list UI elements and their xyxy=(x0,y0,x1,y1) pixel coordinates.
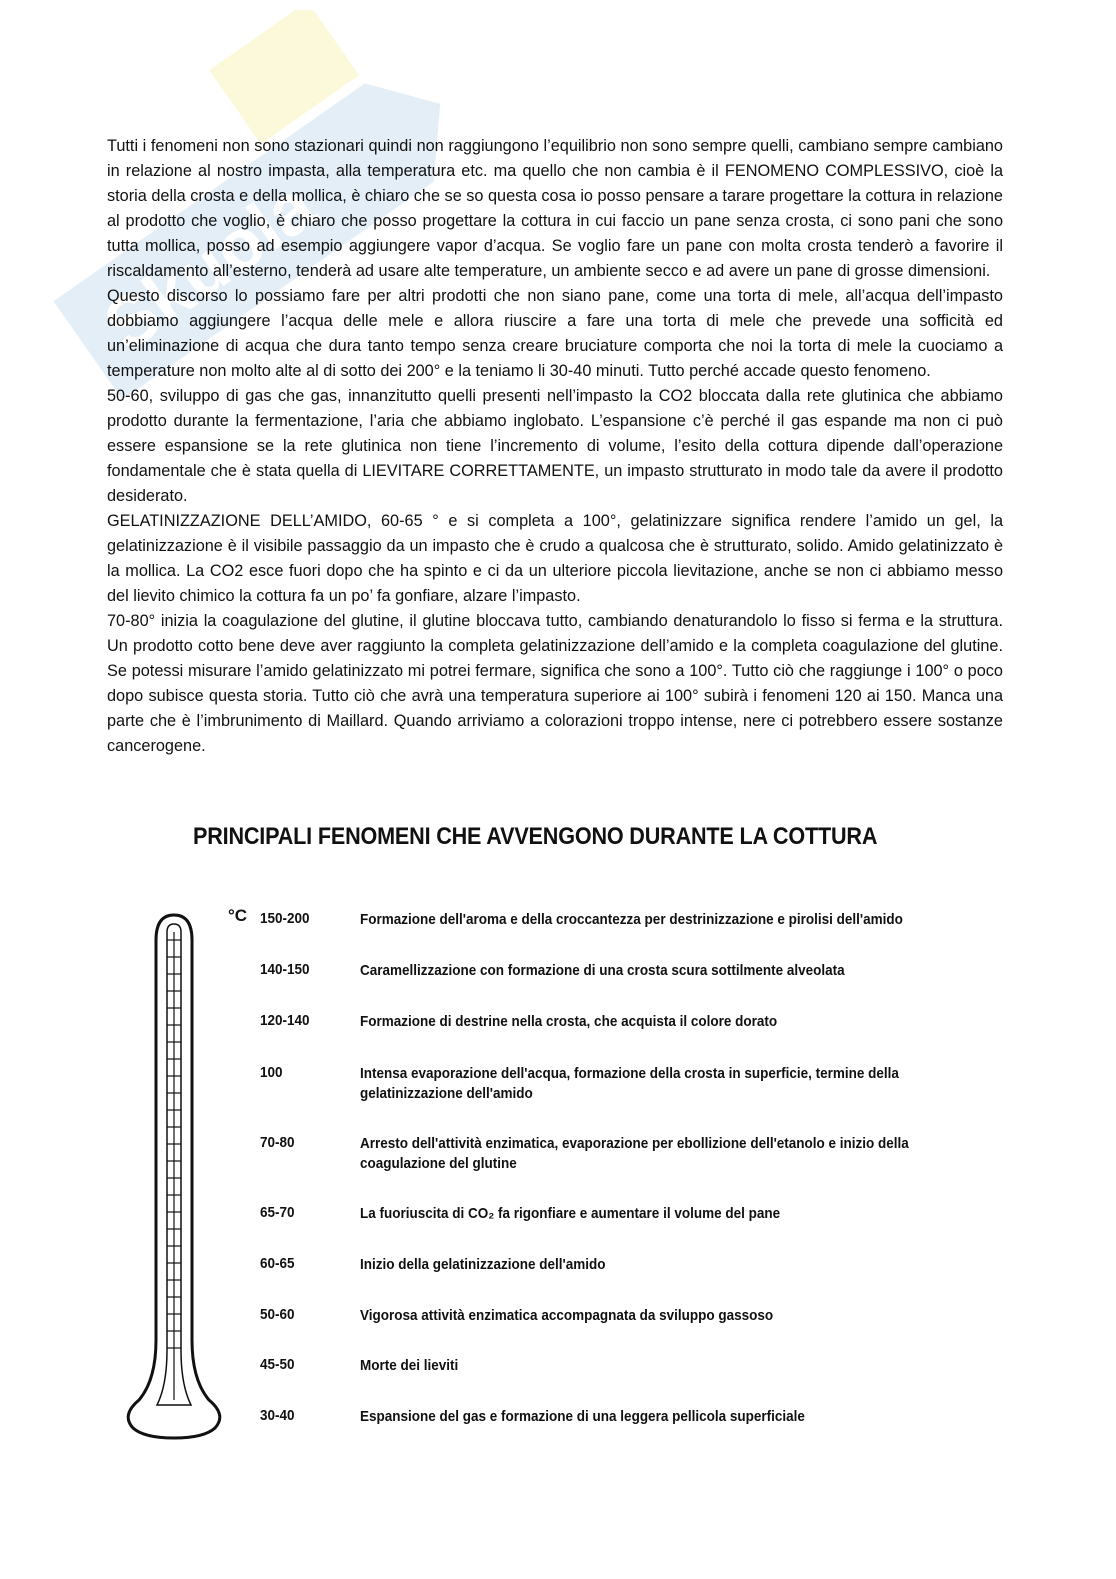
temperature-range: 120-140 xyxy=(260,1012,310,1029)
temperature-range: 45-50 xyxy=(260,1356,295,1373)
temperature-range: 60-65 xyxy=(260,1255,295,1272)
paragraph: Tutti i fenomeni non sono stazionari quindi non raggiungono l’equilibrio non sono sempre quelli, cambiano sempre cambiano in relazione al nostro impasta, alla temperatura etc. ma quello che non cambia è il FENOMENO COMPLESSIVO, cioè la storia della crosta e della mollica, è chiaro che se so questa cosa io posso pensare a tarare progettare la cottura in relazione al prodotto che voglio, è chiaro che posso progettare la cottura in cui faccio un pane senza crosta, ci sono pani che sono tutta mollica, posso ad esempio aggiungere vapor d’acqua. Se voglio fare un pane con molta crosta tenderò a favorire il riscaldamento all’esterno, tenderà ad usare alte temperature, un ambiente secco e ad avere un pane di grosse dimensioni. xyxy=(107,137,1003,280)
phenomenon-text: Morte dei lieviti xyxy=(360,1357,459,1374)
paragraph: GELATINIZZAZIONE DELL’AMIDO, 60-65 ° e si completa a 100°, gelatinizzare significa rendere l’amido un gel, la gelatinizzazione è il visibile passaggio da un impasto che è crudo a qualcosa che è strutturato, solido. Amido gelatinizzato è la mollica. La CO2 esce fuori dopo che ha spinto e ci da un ulteriore piccola lievitazione, anche se non ci abbiamo messo del lievito chimico la cottura fa un po’ fa gonfiare, alzare l’impasto. xyxy=(107,512,1003,605)
temperature-range: 140-150 xyxy=(260,961,310,978)
thermometer-icon xyxy=(119,910,229,1440)
phenomenon-text: La fuoriuscita di CO₂ fa rigonfiare e aumentare il volume del pane xyxy=(360,1205,781,1222)
svg-text:Skuola: Skuola xyxy=(90,165,330,367)
paragraph: 50-60, sviluppo di gas che gas, innanzitutto quelli presenti nell’impasto la CO2 bloccata dalla rete glutinica che abbiamo prodotto durante la fermentazione, l’aria che abbiamo inglobato. L’espansione c’è perché il gas espande ma non ci può essere espansione se la rete glutinica non tiene l’incremento di volume, l’esito della cottura dipende dall’operazione fondamentale che è stata quella di LIEVITARE CORRETTAMENTE, un impasto strutturato in modo tale da avere il prodotto desiderato. xyxy=(107,387,1003,505)
temperature-range: 50-60 xyxy=(260,1306,295,1323)
temperature-range: 100 xyxy=(260,1064,283,1081)
phenomenon-text: Formazione di destrine nella crosta, che acquista il colore dorato xyxy=(360,1013,778,1030)
temperature-range: 150-200 xyxy=(260,910,310,927)
temperature-range: 30-40 xyxy=(260,1407,295,1424)
phenomenon-text: Caramellizzazione con formazione di una crosta scura sottilmente alveolata xyxy=(360,962,845,979)
temperature-range: 65-70 xyxy=(260,1204,295,1221)
phenomenon-text: Intensa evaporazione dell'acqua, formazione della crosta in superficie, termine della gelatinizzazione dell'amido xyxy=(360,1065,899,1102)
cooking-phenomena-figure xyxy=(107,815,1007,1445)
figure-title: PRINCIPALI FENOMENI CHE AVVENGONO DURANTE LA COTTURA xyxy=(193,823,878,850)
phenomenon-text: Formazione dell'aroma e della croccantezza per destrinizzazione e pirolisi dell'amido xyxy=(360,911,903,928)
phenomenon-text: Vigorosa attività enzimatica accompagnata da sviluppo gassoso xyxy=(360,1307,774,1324)
phenomenon-text: Espansione del gas e formazione di una leggera pellicola superficiale xyxy=(360,1408,805,1425)
paragraph: Questo discorso lo possiamo fare per altri prodotti che non siano pane, come una torta di mele, all’acqua dell’impasto dobbiamo aggiungere l’acqua delle mele e allora riuscire a fare una torta di mele che prevede una sofficità ed un’eliminazione di acqua che dura tanto tempo senza creare bruciature comporta che noi la torta di mele la cuociamo a temperature non molto alte al di sotto dei 200° e la teniamo li 30-40 minuti. Tutto perché accade questo fenomeno. xyxy=(107,287,1003,380)
phenomenon-text: Inizio della gelatinizzazione dell'amido xyxy=(360,1256,606,1273)
unit-label: °C xyxy=(228,906,248,925)
phenomenon-text: Arresto dell'attività enzimatica, evaporazione per ebollizione dell'etanolo e inizio della coagulazione del glutine xyxy=(360,1135,909,1172)
body-text xyxy=(107,134,1003,759)
paragraph: 70-80° inizia la coagulazione del glutine, il glutine bloccava tutto, cambiando denaturandolo lo fisso si ferma e la struttura. Un prodotto cotto bene deve aver raggiunto la completa gelatinizzazione dell’amido e la completa coagulazione del glutine. Se potessi misurare l’amido gelatinizzato mi potrei fermare, significa che sono a 100°. Tutto ciò che raggiunge i 100° o poco dopo subisce questa storia. Tutto ciò che avrà una temperatura superiore ai 100° subirà i fenomeni 120 ai 150. Manca una parte che è l’imbrunimento di Maillard. Quando arriviamo a colorazioni troppo intense, nere ci potrebbero essere sostanze cancerogene. xyxy=(107,612,1003,755)
temperature-range: 70-80 xyxy=(260,1134,295,1151)
